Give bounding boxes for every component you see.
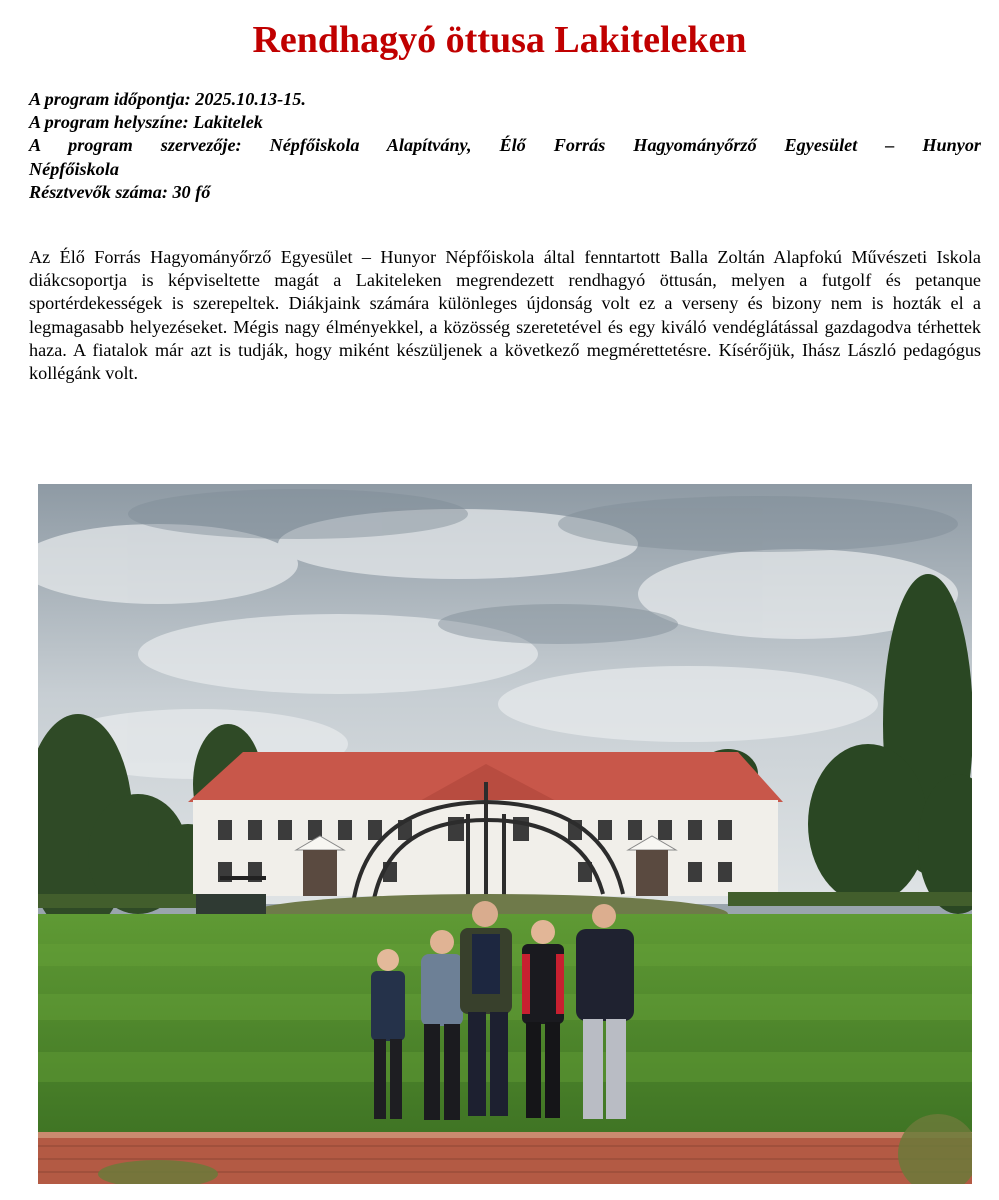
group-photo <box>38 484 972 1184</box>
page-title: Rendhagyó öttusa Lakiteleken <box>252 19 747 61</box>
hedge-right <box>728 892 972 906</box>
participants-count: Résztvevők száma: 30 fő <box>29 181 211 202</box>
wall-cap <box>38 1132 972 1138</box>
program-organizer: A program szervezője: Népfőiskola Alapítvány, Élő Forrás Hagyományőrző Egyesület – Hunyor <box>29 135 981 156</box>
program-date: A program időpontja: 2025.10.13-15. <box>29 89 306 109</box>
program-place: A program helyszíne: Lakitelek <box>29 112 263 133</box>
article-body: Az Élő Forrás Hagyományőrző Egyesület – Hunyor Népfőiskola által fenntartott Balla Zoltán Alapfokú Művészeti Iskola diákcsoportja is képviseltette magát a Lakiteleken megrendezett rendhagyó öttusán, melyen a futgolf és petanque sportérdekességek is szerepeltek. Diákjaink számára különleges újdonság volt ez a verseny és bizony nem is hozták el a legmagasabb helyezéseket. Mégis nagy élményekkel, a közösség szeretetével és egy kiváló vendéglátással gazdagodva térhettek haza. A fiatalok már azt is tudják, hogy miként készüljenek a következő megmérettetésre. Kísérőjük, Ihász László pedagógus kollégánk volt. <box>29 247 981 384</box>
program-organizer-cont: Népfőiskola <box>29 158 119 179</box>
program-info <box>29 88 981 204</box>
